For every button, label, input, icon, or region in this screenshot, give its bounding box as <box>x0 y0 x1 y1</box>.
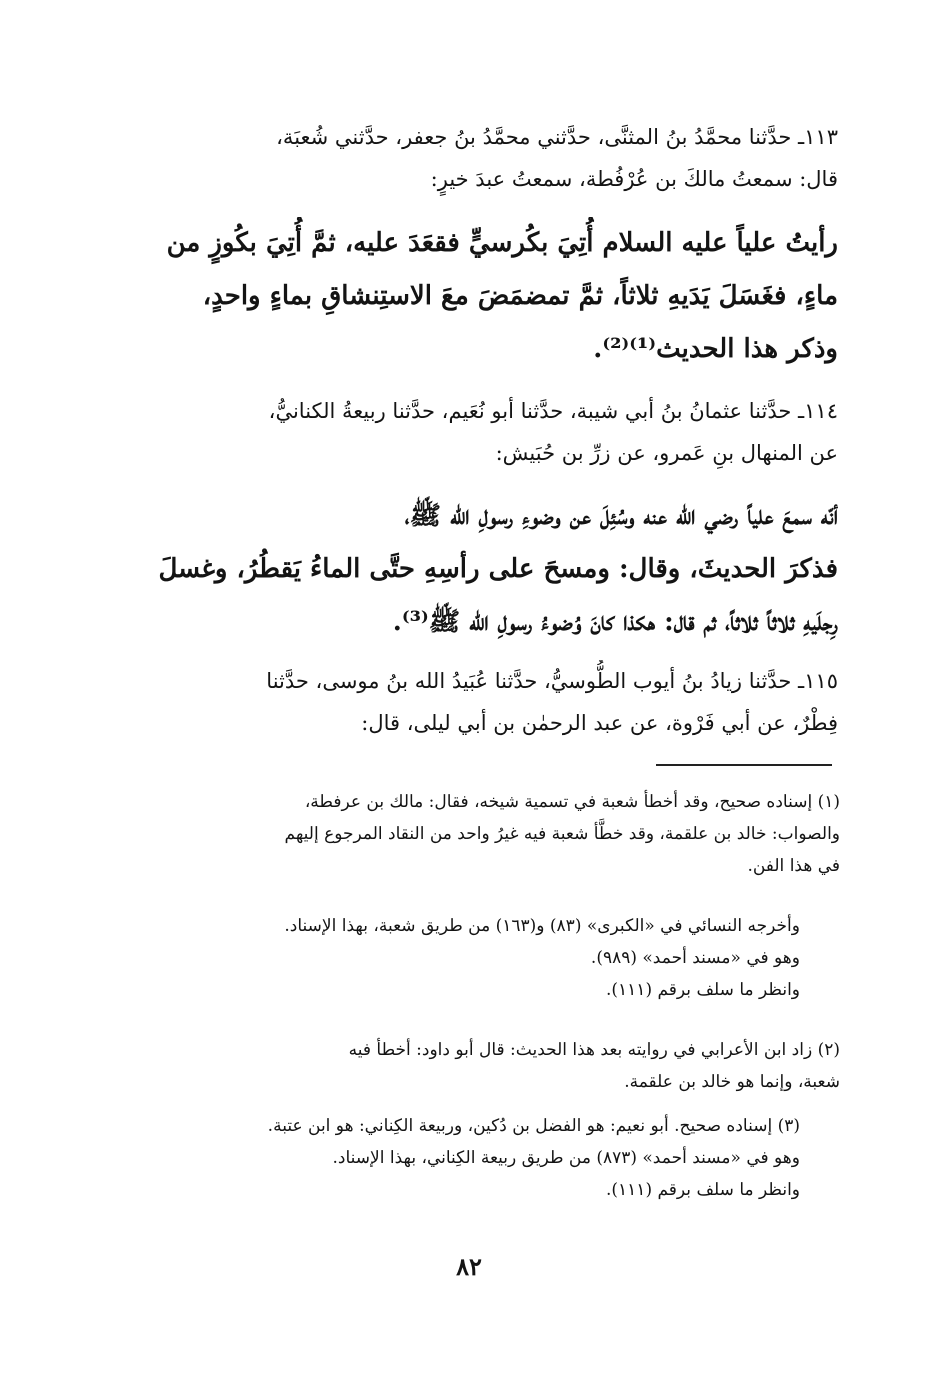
text-line: رأيتُ علياً عليه السلام أُتِيَ بكُرسيٍّ فقعَدَ عليه، ثمَّ أُتِيَ بكُوزٍ من <box>166 228 838 258</box>
text-line: فذكرَ الحديثَ، وقال: ومسحَ على رأسِهِ حتَّى الماءُ يَقطُرُ، وغسلَ <box>158 554 838 584</box>
footnote-line: (٢) زاد ابن الأعرابي في روايته بعد هذا الحديث: قال أبو داود: أخطأ فيه <box>348 1040 840 1060</box>
footnote-separator <box>656 764 832 766</box>
text-line: قال: سمعتُ مالكَ بن عُرْفُطة، سمعتُ عبدَ خيرٍ: <box>430 167 838 191</box>
footnote-line: (٣) إسناده صحيح. أبو نعيم: هو الفضل بن دُكين، وربيعة الكِناني: هو ابن عتبة. <box>267 1116 800 1136</box>
footnote-line: وانظر ما سلف برقم (١١١). <box>606 980 800 1000</box>
footnote-line: وانظر ما سلف برقم (١١١). <box>606 1180 800 1200</box>
text-line: رِجلَيهِ ثلاثاً ثلاثاً، ثم قال: هكذا كانَ وُضوءُ رسولِ الله ﷺ⁽³⁾. <box>392 607 838 637</box>
text-line: عن المنهال بنِ عَمرو، عن زرِّ بن حُبَيش: <box>495 441 838 465</box>
footnote-line: والصواب: خالد بن علقمة، وقد خطَّأ شعبة فيه غيرُ واحد من النقاد المرجوع إليهم <box>284 824 840 844</box>
hadith-113-matn <box>118 217 838 376</box>
text-line: ١١٥ـ حدَّثنا زيادُ بنُ أيوب الطُّوسيُّ، حدَّثنا عُبَيدُ الله بنُ موسى، حدَّثنا <box>266 669 838 693</box>
text-line: فِطْرٌ، عن أبي فَرْوة، عن عبد الرحمٰن بن أبي ليلى، قال: <box>361 711 838 735</box>
footnote-1 <box>120 786 840 882</box>
text-line: أنّه سمعَ علياً رضي الله عنه وسُئِلَ عن وضوءِ رسولِ الله ﷺ، <box>404 501 838 531</box>
footnote-3 <box>120 1110 800 1206</box>
footnote-1-continued <box>120 910 800 1006</box>
footnote-line: وهو في «مسند أحمد» (٩٨٩). <box>590 948 800 968</box>
text-line: ماءٍ، فغَسَلَ يَدَيهِ ثلاثاً، ثمَّ تمضمَضَ معَ الاستِنشاقِ بماءٍ واحدٍ، <box>202 281 838 311</box>
footnote-2 <box>120 1034 840 1098</box>
footnote-line: (١) إسناده صحيح، وقد أخطأ شعبة في تسمية شيخه، فقال: مالك بن عرفطة، <box>304 792 840 812</box>
hadith-115-chain <box>118 660 838 744</box>
hadith-113-chain <box>118 116 838 200</box>
footnote-line: شعبة، وإنما هو خالد بن علقمة. <box>624 1072 840 1092</box>
footnote-line: وهو في «مسند أحمد» (٨٧٣) من طريق ربيعة الكِناني، بهذا الإسناد. <box>332 1148 800 1168</box>
footnote-line: في هذا الفن. <box>747 856 840 876</box>
footnote-line: وأخرجه النسائي في «الكبرى» (٨٣) و(١٦٣) من طريق شعبة، بهذا الإسناد. <box>284 916 800 936</box>
hadith-114-matn <box>118 490 838 649</box>
page-number: ٨٢ <box>456 1252 482 1281</box>
text-line: ١١٤ـ حدَّثنا عثمانُ بنُ أبي شيبة، حدَّثنا أبو نُعَيم، حدَّثنا ربيعةُ الكنانيُّ، <box>268 399 838 423</box>
text-line: ١١٣ـ حدَّثنا محمَّدُ بنُ المثنَّى، حدَّثني محمَّدُ بنُ جعفر، حدَّثني شُعبَة، <box>276 125 838 149</box>
text-line: وذكر هذا الحديث⁽¹⁾⁽²⁾. <box>593 334 838 364</box>
hadith-114-chain <box>118 390 838 474</box>
